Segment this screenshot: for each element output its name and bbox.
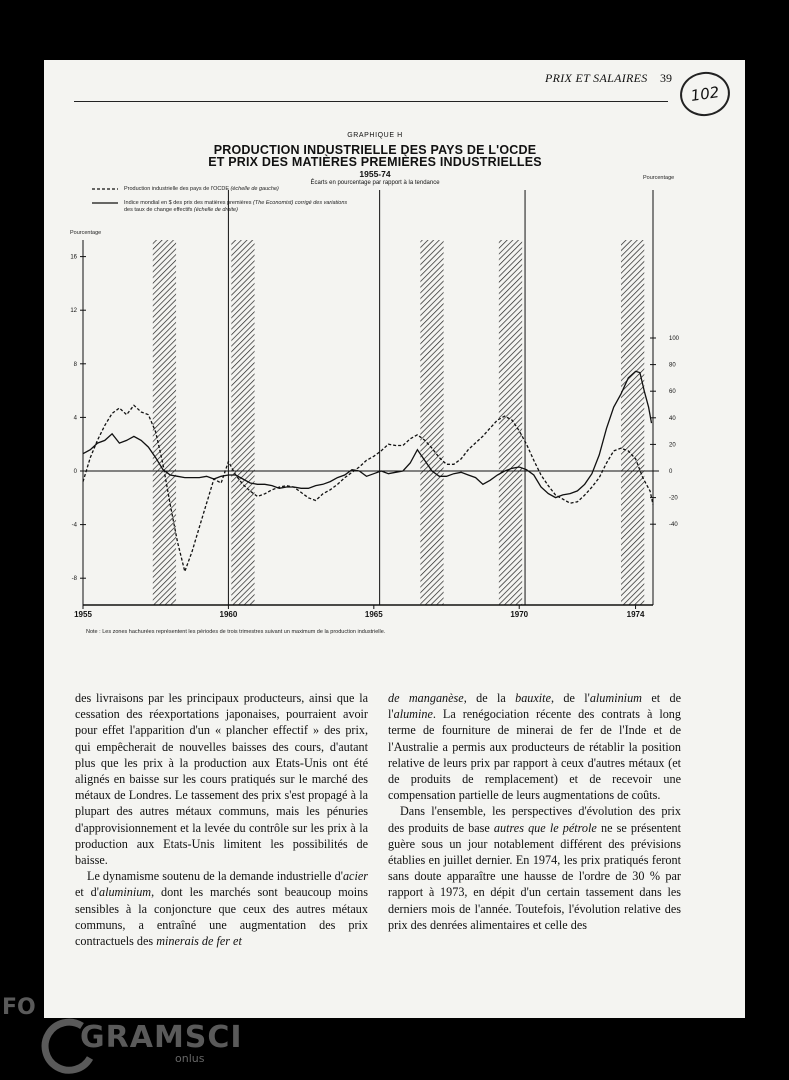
chart-period: 1955-74 xyxy=(359,169,391,179)
right-tick-label: -40 xyxy=(669,522,678,529)
x-tick-label: 1974 xyxy=(626,610,645,619)
left-tick-label: 12 xyxy=(70,308,77,315)
italic-text: bauxite xyxy=(515,691,551,705)
text-run: Dans l'ensemble, les perspectives d'évolution des prix des produits de base xyxy=(388,804,681,835)
left-tick-label: 16 xyxy=(70,254,77,261)
legend-prices-label-2: des taux de change effectifs xyxy=(124,207,193,213)
left-tick-label: 8 xyxy=(73,361,77,368)
italic-text: minerais de fer et xyxy=(156,934,242,949)
italic-text: de manganèse xyxy=(388,691,464,705)
left-tick-label: -4 xyxy=(71,522,77,529)
left-tick-label: 4 xyxy=(73,415,77,422)
italic-text: aluminium xyxy=(98,885,152,900)
left-tick-label: -8 xyxy=(71,576,77,583)
right-tick-label: 40 xyxy=(669,415,676,422)
right-tick-label: 80 xyxy=(669,362,676,369)
paragraph xyxy=(75,690,368,868)
text-run: , de la xyxy=(463,691,516,705)
paragraph xyxy=(75,868,368,949)
chart-label: GRAPHIQUE H xyxy=(347,132,403,139)
chart-title-line1: PRODUCTION INDUSTRIELLE DES PAYS DE L'OCDE xyxy=(213,143,537,157)
running-title: PRIX ET SALAIRES xyxy=(545,71,648,85)
right-tick-label: -20 xyxy=(669,495,678,502)
italic-text: aluminium xyxy=(589,691,642,705)
right-tick-label: 20 xyxy=(669,442,676,449)
archive-stamp: 102 xyxy=(677,69,733,120)
left-axis-label: Pourcentage xyxy=(70,230,102,236)
left-tick-label: 0 xyxy=(73,469,77,475)
paragraph xyxy=(388,690,681,803)
text-run: des livraisons par les principaux producteurs, ainsi que la cessation des réexportations japonaises, pourraient avoir pour effet l'apparition d'un « plancher effectif » des prix, qui empêcherait de nouvelles baisses des cours, d'autant plus que les prix à la production aux Etats-Unis ont été alignés en baisse sur les cours pratiqués sur le marché des métaux de Londres. Le tassement des prix s'est propagé à la plupart des autres métaux communs, mais les pénuries d'approvisionnement et la levée du contrôle sur les prix à la production aux Etats-Unis limitent les possibilités de baisse. xyxy=(75,691,368,868)
x-tick-label: 1960 xyxy=(219,610,238,619)
watermark-left: FO xyxy=(2,995,36,1020)
watermark-sub: onlus xyxy=(175,1052,205,1065)
watermark-brand: GRAMSCI xyxy=(80,1020,243,1055)
body-column-left xyxy=(75,690,368,949)
chart-subtitle: Écarts en pourcentage par rapport à la tendance xyxy=(310,180,440,186)
right-axis-label: Pourcentage xyxy=(643,175,675,181)
legend-entry-prices-line2 xyxy=(124,207,238,213)
legend-entry-production xyxy=(92,186,279,192)
italic-text: autres que le pétrole xyxy=(493,820,597,835)
italic-text: alumine xyxy=(393,707,433,722)
paragraph xyxy=(388,803,681,933)
legend-production-scale: (échelle de gauche) xyxy=(230,186,279,192)
text-run: Le dynamisme soutenu de la demande industrielle d' xyxy=(87,869,343,884)
right-tick-label: 60 xyxy=(669,389,676,396)
x-tick-label: 1955 xyxy=(74,610,92,619)
chart-title-line2: ET PRIX DES MATIÈRES PREMIÈRES INDUSTRIELLES xyxy=(208,155,542,169)
header-rule xyxy=(74,101,668,102)
dashed-line-swatch xyxy=(92,187,118,191)
legend-prices-label: Indice mondial en $ des prix des matières premières xyxy=(124,200,252,206)
legend-production-label: Production industrielle des pays de l'OCDE xyxy=(124,186,229,192)
right-tick-label: 0 xyxy=(669,469,673,475)
x-tick-label: 1970 xyxy=(510,610,529,619)
legend-prices-scale: (échelle de droite) xyxy=(193,207,238,213)
text-run: ne se présentent guère sous un jour notablement différent des prévisions établies en juillet dernier. En 1974, les prix pratiqués feront sans doute apparaître une hausse de l'ordre de 30 % par rapport à 1973, en dépit d'un certain tassement dans les derniers mois de l'année. Toutefois, l'évolution relative des prix des denrées alimentaires et celle des xyxy=(388,820,681,932)
solid-line-swatch xyxy=(92,201,118,205)
legend-prices-source: (The Economist) corrigé des variations xyxy=(253,200,348,206)
x-tick-label: 1965 xyxy=(364,610,383,619)
text-run: . La renégociation récente des contrats à long terme de fourniture de minerai de fer de l'Inde et de l'Australie a permis aux producteurs de rétablir la position relative de leurs prix par rapport à ceux d'autres métaux (et de produits de remplacement) et de recevoir une compensation partielle de leurs augmentations de coûts. xyxy=(388,707,681,803)
italic-text: acier xyxy=(342,869,368,884)
text-run: et d' xyxy=(75,885,99,900)
right-tick-label: 100 xyxy=(669,336,680,342)
body-column-right xyxy=(388,690,681,933)
legend-entry-prices xyxy=(92,200,347,206)
chart-note: Note : Les zones hachurées représentent les périodes de trois trimestres suivant un maximum de la production industrielle. xyxy=(86,629,386,635)
text-run: , de l' xyxy=(550,691,590,705)
text-run: , dont les marchés sont beaucoup moins sensibles à la conjoncture que ceux des autres métaux communs, a entraîné une augmentation des prix contractuels des xyxy=(75,885,368,949)
chart-title xyxy=(80,144,670,168)
text-run: et de l' xyxy=(388,691,681,722)
page-number: 39 xyxy=(660,71,672,85)
